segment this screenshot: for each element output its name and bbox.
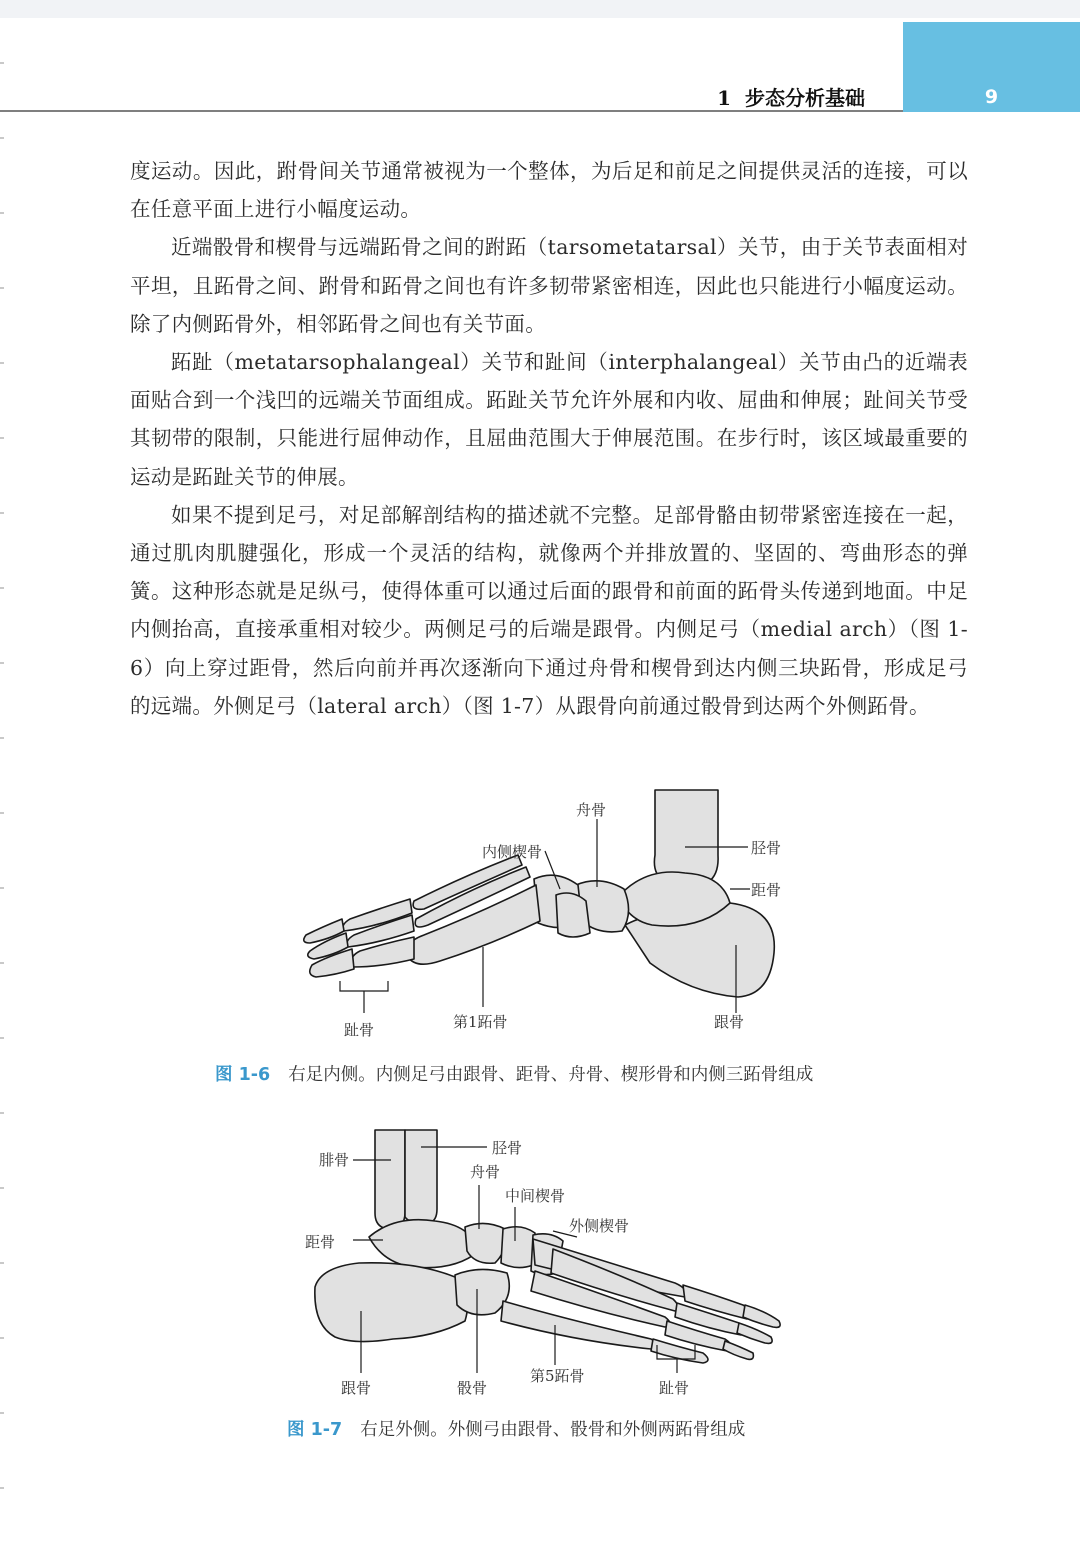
medial-foot-illustration <box>290 785 810 1045</box>
label-fibula: 腓骨 <box>319 1151 350 1169</box>
label-fifth-metatarsal: 第5跖骨 <box>530 1367 585 1385</box>
label-talus: 距骨 <box>751 881 782 899</box>
fibula-bone <box>375 1130 405 1229</box>
label-tibia: 胫骨 <box>492 1139 523 1157</box>
paragraph-4: 如果不提到足弓，对足部解剖结构的描述就不完整。足部骨骼由韧带紧密连接在一起，通过肌肉肌腱强化，形成一个灵活的结构，就像两个并排放置的、坚固的、弯曲形态的弹簧。这种形态就是足纵弓，使得体重可以通过后面的跟骨和前面的跖骨头传递到地面。中足内侧抬高，直接承重相对较少。两侧足弓的后端是跟骨。内侧足弓（medial arch）（图 1-6）向上穿过距骨，然后向前并再次逐渐向下通过舟骨和楔骨到达内侧三块跖骨，形成足弓的远端。外侧足弓（lateral arch）（图 1-7）从跟骨向前通过骰骨到达两个外侧跖骨。 <box>130 502 968 718</box>
label-talus: 距骨 <box>305 1233 336 1251</box>
distal-phalanx <box>743 1305 780 1327</box>
paragraph-2: 近端骰骨和楔骨与远端跖骨之间的跗跖（tarsometatarsal）关节，由于关节表面相对平坦，且跖骨之间、跗骨和跖骨之间也有许多韧带紧密相连，因此也只能进行小幅度运动。除了内侧跖骨外，相邻跖骨之间也有关节面。 <box>130 235 968 336</box>
top-strip <box>0 0 1080 18</box>
label-medial-cuneiform: 内侧楔骨 <box>482 843 543 861</box>
chapter-title <box>717 82 865 111</box>
page-number-tab <box>903 22 1080 112</box>
label-navicular: 舟骨 <box>576 801 607 819</box>
label-first-metatarsal: 第1跖骨 <box>453 1013 508 1031</box>
chapter-number: 1 <box>717 86 731 110</box>
label-calcaneus: 跟骨 <box>714 1013 745 1031</box>
header-rule <box>0 110 905 112</box>
figure-1-7-caption-text: 右足外侧。外侧弓由跟骨、骰骨和外侧两跖骨组成 <box>360 1420 746 1440</box>
figure-1-7 <box>295 1125 795 1405</box>
label-intermediate-cuneiform: 中间楔骨 <box>505 1187 566 1205</box>
label-phalanges: 趾骨 <box>659 1379 690 1397</box>
page-edge-marks <box>0 0 6 1555</box>
distal-phalanx-3 <box>723 1341 753 1359</box>
label-phalanges: 趾骨 <box>344 1021 375 1039</box>
cuboid-bone <box>455 1269 509 1314</box>
navicular-bone <box>465 1223 506 1263</box>
talus-bone <box>369 1220 479 1268</box>
figure-1-7-number: 图 1-7 <box>287 1420 343 1440</box>
cuneiform-bone-2 <box>556 893 590 937</box>
figure-1-6 <box>290 785 810 1045</box>
label-cuboid: 骰骨 <box>457 1379 488 1397</box>
calcaneus-bone <box>315 1263 468 1342</box>
label-calcaneus: 跟骨 <box>341 1379 372 1397</box>
page-header <box>0 20 1080 112</box>
label-tibia: 胫骨 <box>751 839 782 857</box>
paragraph-3: 跖趾（metatarsophalangeal）关节和趾间（interphalangeal）关节由凸的近端表面贴合到一个浅凹的远端关节面组成。跖趾关节允许外展和内收、屈曲和伸展；趾间关节受其韧带的限制，只能进行屈伸动作，且屈曲范围大于伸展范围。在步行时，该区域最重要的运动是跖趾关节的伸展。 <box>130 350 968 489</box>
figure-1-6-caption-text: 右足内侧。内侧足弓由跟骨、距骨、舟骨、楔形骨和内侧三跖骨组成 <box>288 1065 814 1085</box>
label-navicular: 舟骨 <box>470 1163 501 1181</box>
figure-1-7-caption <box>287 1416 745 1441</box>
intermediate-cuneiform-bone <box>501 1227 535 1268</box>
chapter-title-text: 步态分析基础 <box>745 86 865 110</box>
figure-1-6-number: 图 1-6 <box>215 1065 271 1085</box>
paragraph-1: 度运动。因此，跗骨间关节通常被视为一个整体，为后足和前足之间提供灵活的连接，可以在任意平面上进行小幅度运动。 <box>130 159 968 222</box>
page-number: 9 <box>984 86 999 108</box>
figure-1-6-caption <box>215 1061 813 1086</box>
tibia-bone <box>405 1130 437 1223</box>
label-lateral-cuneiform: 外侧楔骨 <box>569 1217 630 1235</box>
body-text <box>130 152 968 725</box>
lateral-foot-illustration <box>295 1125 795 1405</box>
